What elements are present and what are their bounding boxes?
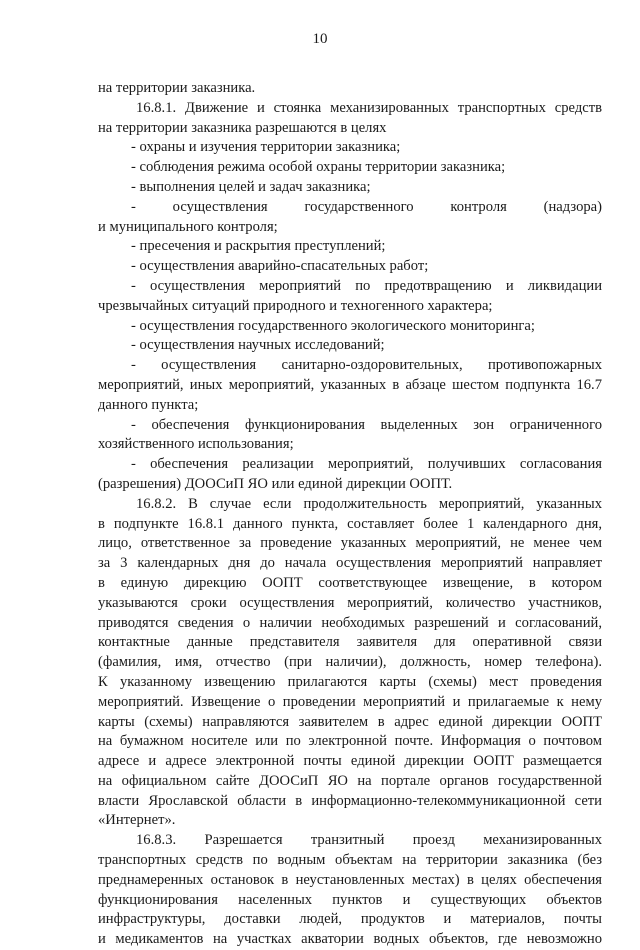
text-line: адресе и адресе электронной почты единой дирекции ООПТ размещается <box>98 753 602 770</box>
text-line: указываются сроки осуществления мероприятий, количество участников, <box>98 594 602 611</box>
list-item: - осуществления аварийно-спасательных работ; <box>131 258 429 275</box>
text-line: на территории заказника. <box>98 80 256 96</box>
text-line: инфраструктуры, доставки людей, продуктов и материалов, почты <box>98 911 602 928</box>
text-line: и муниципального контроля; <box>98 218 278 235</box>
text-line: на официальном сайте ДООСиП ЯО на портале органов государственной <box>98 772 602 789</box>
text-line: власти Ярославской области в информационно-телекоммуникационной сети <box>98 792 602 809</box>
text-line: мероприятий. Извещение о проведении мероприятий и прилагаемые к нему <box>98 693 602 710</box>
text-line: функционирования населенных пунктов и существующих объектов <box>98 891 602 908</box>
list-item: - обеспечения реализации мероприятий, получивших согласования <box>131 456 602 473</box>
text-line: на бумажном носителе или по электронной почте. Информация о почтовом <box>98 733 602 750</box>
paragraph-16-8-2-heading: 16.8.2. В случае если продолжительность мероприятий, указанных <box>136 495 602 512</box>
text-line: за 3 календарных дня до начала осуществления мероприятий направляет <box>98 555 602 572</box>
text-line: данного пункта; <box>98 396 199 413</box>
text-line: приводятся сведения о наличии необходимых разрешений и согласований, <box>98 614 602 631</box>
list-item: - пресечения и раскрытия преступлений; <box>131 238 386 255</box>
page-number: 10 <box>312 31 328 47</box>
text-line: лицо, ответственное за проведение указанных мероприятий, не менее чем <box>98 535 602 552</box>
text-line: (разрешения) ДООСиП ЯО или единой дирекции ООПТ. <box>98 475 453 492</box>
paragraph-16-8-1-heading: 16.8.1. Движение и стоянка механизированных транспортных средств <box>136 99 602 116</box>
list-item: - осуществления государственного контроля (надзора) <box>131 198 602 215</box>
list-item: - осуществления научных исследований; <box>131 337 385 354</box>
text-line: контактные данные представителя заявителя для оперативной связи <box>98 634 602 651</box>
text-line: и медикаментов на участках акватории водных объектов, где невозможно <box>98 931 602 948</box>
list-item: - осуществления санитарно-оздоровительных, противопожарных <box>131 357 602 374</box>
document-body <box>98 79 602 950</box>
text-line: карты (схемы) направляются заявителем в адрес единой дирекции ООПТ <box>98 713 602 730</box>
text-line: на территории заказника разрешаются в целях <box>98 119 387 136</box>
text-line: в единую дирекцию ООПТ соответствующее извещение, в котором <box>98 574 602 591</box>
list-item: - осуществления государственного экологического мониторинга; <box>131 317 535 334</box>
text-line: (фамилия, имя, отчество (при наличии), должность, номер телефона). <box>98 654 602 671</box>
paragraph-16-8-3-heading: 16.8.3. Разрешается транзитный проезд механизированных <box>136 832 602 849</box>
text-line: в подпункте 16.8.1 данного пункта, составляет более 1 календарного дня, <box>98 515 602 532</box>
text-line: хозяйственного использования; <box>98 436 294 453</box>
text-line: К указанному извещению прилагаются карты (схемы) мест проведения <box>98 673 602 690</box>
text-line: «Интернет». <box>98 812 176 829</box>
list-item: - охраны и изучения территории заказника; <box>131 139 401 156</box>
list-item: - выполнения целей и задач заказника; <box>131 178 371 195</box>
text-line: мероприятий, иных мероприятий, указанных в абзаце шестом подпункта 16.7 <box>98 376 602 393</box>
text-line: преднамеренных остановок в неустановленных местах) в целях обеспечения <box>98 871 602 888</box>
list-item: - обеспечения функционирования выделенных зон ограниченного <box>131 416 602 433</box>
list-item: - осуществления мероприятий по предотвращению и ликвидации <box>131 277 602 294</box>
text-line: транспортных средств по водным объектам на территории заказника (без <box>98 852 602 869</box>
text-line: чрезвычайных ситуаций природного и техногенного характера; <box>98 297 493 314</box>
list-item: - соблюдения режима особой охраны территории заказника; <box>131 159 506 176</box>
